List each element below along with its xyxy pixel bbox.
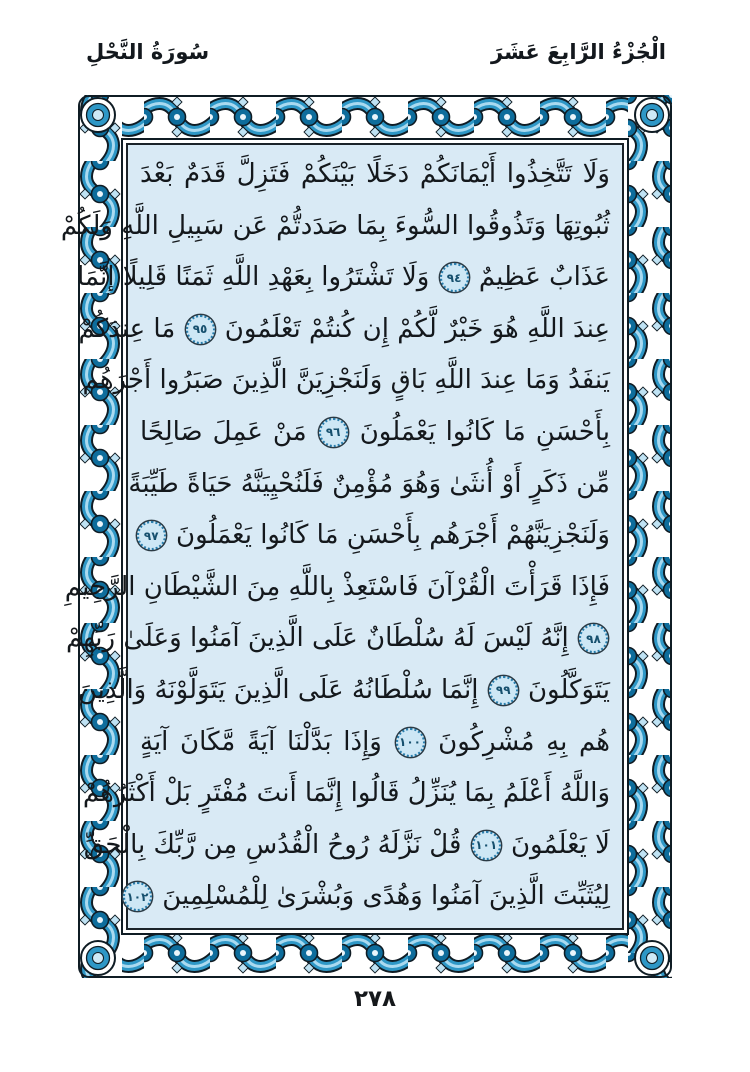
quran-line: هُم بِهِ مُشْرِكُونَ ١٠٠ وَإِذَا بَدَّلْنَا آيَةً مَّكَانَ آيَةٍ [140,726,611,757]
quran-line: وَلَنَجْزِيَنَّهُمْ أَجْرَهُم بِأَحْسَنِ مَا كَانُوا يَعْمَلُونَ ٩٧ [140,510,610,562]
ayah-marker: ٩٨ [579,624,608,653]
page-number: ٢٧٨ [353,986,397,1012]
quran-line: لَا يَعْلَمُونَ ١٠١ قُلْ نَزَّلَهُ رُوحُ الْقُدُسِ مِن رَّبِّكَ بِالْحَقِّ [83,829,610,860]
corner-ornament-bottom-left [81,941,115,975]
quran-line: وَلَا تَتَّخِذُوا أَيْمَانَكُمْ دَخَلًا بَيْنَكُمْ فَتَزِلَّ قَدَمٌ بَعْدَ [140,159,610,189]
border-band-bottom [78,934,672,978]
quran-text-block [60,143,624,930]
quran-line: لِيُثَبِّتَ الَّذِينَ آمَنُوا وَهُدًى وَبُشْرَىٰ لِلْمُسْلِمِينَ ١٠٢ [140,871,610,923]
juz-header-label: الْجُزْءُ الرَّابِعَ عَشَرَ [491,40,666,64]
ayah-marker: ٩٥ [186,315,215,344]
corner-ornament-bottom-right [635,941,669,975]
quran-line: ٩٨ إِنَّهُ لَيْسَ لَهُ سُلْطَانٌ عَلَى الَّذِينَ آمَنُوا وَعَلَىٰ رَبِّهِمْ [140,613,610,665]
quran-line: عِندَ اللَّهِ هُوَ خَيْرٌ لَّكُمْ إِن كُنتُمْ تَعْلَمُونَ ٩٥ مَا عِندَكُمْ [78,313,610,344]
ayah-marker: ٩٦ [319,418,348,447]
quran-line: مِّن ذَكَرٍ أَوْ أُنثَىٰ وَهُوَ مُؤْمِنٌ فَلَنُحْيِيَنَّهُ حَيَاةً طَيِّبَةً [128,468,610,499]
quran-line: ثُبُوتِهَا وَتَذُوقُوا السُّوءَ بِمَا صَدَدتُّمْ عَن سَبِيلِ اللَّهِ وَلَكُمْ [60,210,610,241]
quran-line: عَذَابٌ عَظِيمٌ ٩٤ وَلَا تَشْتَرُوا بِعَهْدِ اللَّهِ ثَمَنًا قَلِيلًا إِنَّمَا [77,262,610,293]
ayah-marker: ٩٩ [489,676,518,705]
border-band-right [628,95,672,978]
quran-line: يَتَوَكَّلُونَ ٩٩ إِنَّمَا سُلْطَانُهُ عَلَى الَّذِينَ يَتَوَلَّوْنَهُ وَالَّذِينَ [77,674,610,705]
ayah-marker: ٩٧ [137,521,166,550]
ayah-marker: ١٠٢ [123,882,152,911]
ayah-marker: ١٠٠ [396,728,425,757]
border-band-top [78,95,672,139]
quran-line: بِأَحْسَنِ مَا كَانُوا يَعْمَلُونَ ٩٦ مَنْ عَمِلَ صَالِحًا [140,416,610,447]
ayah-marker: ١٠١ [472,831,501,860]
corner-ornament-top-right [635,98,669,132]
corner-ornament-top-left [81,98,115,132]
quran-line: وَاللَّهُ أَعْلَمُ بِمَا يُنَزِّلُ قَالُوا إِنَّمَا أَنتَ مُفْتَرٍ بَلْ أَكْثَرُهُمْ [82,778,610,809]
ayah-marker: ٩٤ [440,263,469,292]
quran-line: يَنفَدُ وَمَا عِندَ اللَّهِ بَاقٍ وَلَنَجْزِيَنَّ الَّذِينَ صَبَرُوا أَجْرَهُم [82,365,610,396]
surah-header-label: سُورَةُ النَّحْلِ [86,40,210,64]
quran-line: فَإِذَا قَرَأْتَ الْقُرْآنَ فَاسْتَعِذْ بِاللَّهِ مِنَ الشَّيْطَانِ الرَّجِيمِ [64,571,610,602]
